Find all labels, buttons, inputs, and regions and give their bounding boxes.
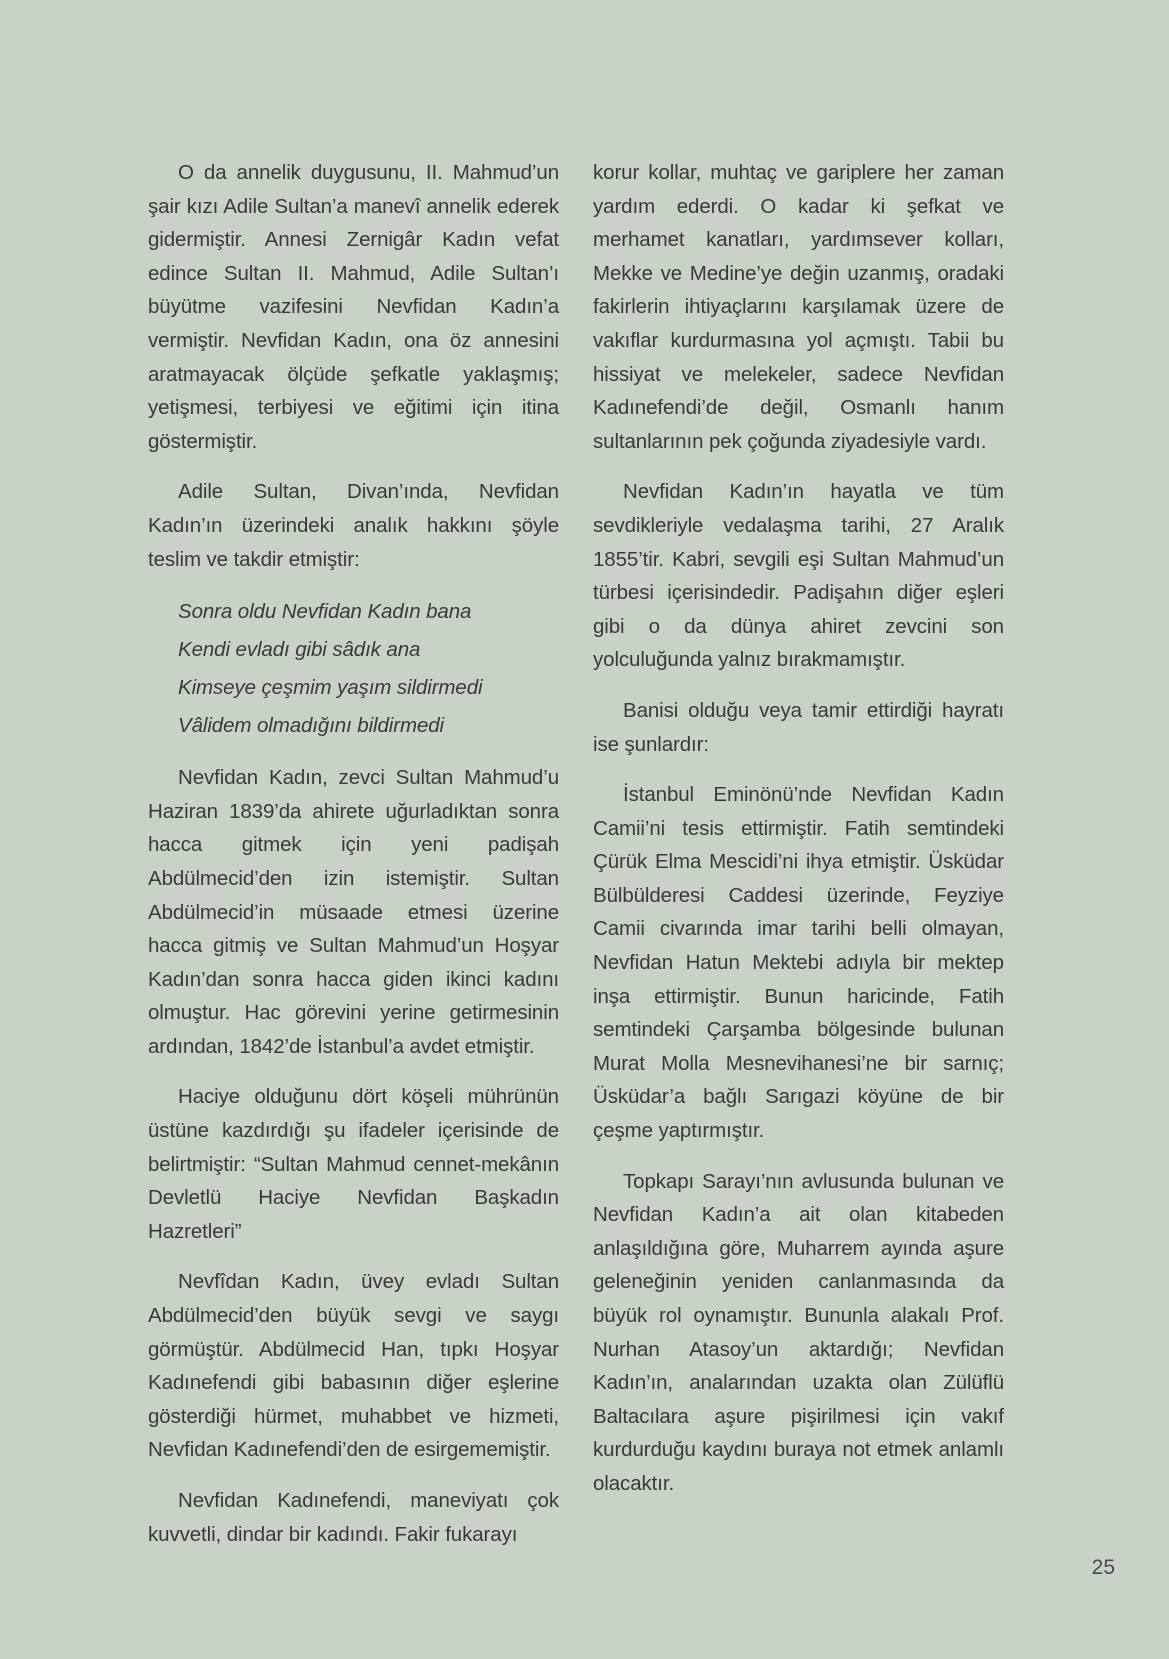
paragraph: Nevfidan Kadınefendi, maneviyatı çok kuvvetli, dindar bir kadındı. Fakir fukarayı bbox=[148, 1489, 559, 1546]
paragraph: Haciye olduğunu dört köşeli mührünün üstüne kazdırdığı şu ifadeler içerisinde de belirtmiştir: “Sultan Mahmud cennet-mekânın Devletlü Haciye Nevfidan Başkadın Hazretleri” bbox=[148, 1085, 559, 1243]
poem-line: Vâlidem olmadığını bildirmedi bbox=[178, 714, 445, 738]
paragraph: Nevfîdan Kadın, üvey evladı Sultan Abdülmecid’den büyük sevgi ve saygı görmüştür. Abdülmecid Han, tıpkı Hoşyar Kadınefendi gibi babasının diğer eşlerine gösterdiği hürmet, muhabbet ve hizmeti, Nevfidan Kadınefendi’den de esirgememiştir. bbox=[148, 1270, 559, 1462]
right-column bbox=[593, 156, 1004, 1518]
poem-line: Sonra oldu Nevfidan Kadın bana bbox=[178, 600, 472, 624]
paragraph: O da annelik duygusunu, II. Mahmud’un şair kızı Adile Sultan’a manevî annelik ederek gidermiştir. Annesi Zernigâr Kadın vefat edince Sultan II. Mahmud, Adile Sultan’ı büyütme vazifesini Nevfidan Kadın’a vermiştir. Nevfidan Kadın, ona öz annesini aratmayacak ölçüde şefkatle yaklaşmış; yetişmesi, terbiyesi ve eğitimi için itina göstermiştir. bbox=[148, 161, 559, 453]
paragraph: Nevfidan Kadın’ın hayatla ve tüm sevdikleriyle vedalaşma tarihi, 27 Aralık 1855’tir. Kabri, sevgili eşi Sultan Mahmud’un türbesi içerisindedir. Padişahın diğer eşleri gibi o da dünya ahiret zevcini son yolculuğunda yalnız bırakmamıştır. bbox=[593, 480, 1004, 672]
poem-line: Kendi evladı gibi sâdık ana bbox=[178, 638, 421, 662]
paragraph: Adile Sultan, Divan’ında, Nevfidan Kadın’ın üzerindeki analık hakkını şöyle teslim ve takdir etmiştir: bbox=[148, 480, 559, 571]
paragraph: Nevfidan Kadın, zevci Sultan Mahmud’u Haziran 1839’da ahirete uğurladıktan sonra hacca gitmek için yeni padişah Abdülmecid’den izin istemiştir. Sultan Abdülmecid’in müsaade etmesi üzerine hacca gitmiş ve Sultan Mahmud’un Hoşyar Kadın’dan sonra hacca giden ikinci kadını olmuştur. Hac görevini yerine getirmesinin ardından, 1842’de İstanbul’a avdet etmiştir. bbox=[148, 766, 559, 1058]
page-number: 25 bbox=[1091, 1556, 1115, 1579]
left-column bbox=[148, 156, 559, 1568]
paragraph: Banisi olduğu veya tamir ettirdiği hayratı ise şunlardır: bbox=[593, 698, 1004, 756]
poem bbox=[178, 593, 559, 745]
paragraph-continuation: korur kollar, muhtaç ve gariplere her zaman yardım ederdi. O kadar ki şefkat ve merhamet kanatları, yardımsever kolları, Mekke ve Medine’ye değin uzanmış, oradaki fakirlerin ihtiyaçlarını karşılamak üzere de vakıflar kurdurmasına yol açmıştı. Tabii bu hissiyat ve melekeler, sadece Nevfidan Kadınefendi’de değil, Osmanlı hanım sultanlarının pek çoğunda ziyadesiyle vardı. bbox=[593, 161, 1004, 453]
poem-line: Kimseye çeşmim yaşım sildirmedi bbox=[178, 676, 483, 700]
paragraph: Topkapı Sarayı’nın avlusunda bulunan ve Nevfidan Kadın’a ait olan kitabeden anlaşıldığına göre, Muharrem ayında aşure geleneğinin yeniden canlanmasında da büyük rol oynamıştır. Bununla alakalı Prof. Nurhan Atasoy’un aktardığı; Nevfidan Kadın’ın, analarından uzakta olan Zülüflü Baltacılara aşure pişirilmesi için vakıf kurdurduğu kaydını buraya not etmek anlamlı olacaktır. bbox=[593, 1169, 1004, 1495]
paragraph: İstanbul Eminönü’nde Nevfidan Kadın Camii’ni tesis ettirmiştir. Fatih semtindeki Çürük Elma Mescidi’ni ihya etmiştir. Üsküdar Bülbülderesi Caddesi üzerinde, Feyziye Camii civarında imar tarihi belli olmayan, Nevfidan Hatun Mektebi adıyla bir mektep inşa ettirmiştir. Bunun haricinde, Fatih semtindeki Çarşamba bölgesinde bulunan Murat Molla Mesnevihanesi’ne bir sarnıç; Üsküdar’a bağlı Sarıgazi köyüne de bir çeşme yaptırmıştır. bbox=[593, 783, 1004, 1143]
